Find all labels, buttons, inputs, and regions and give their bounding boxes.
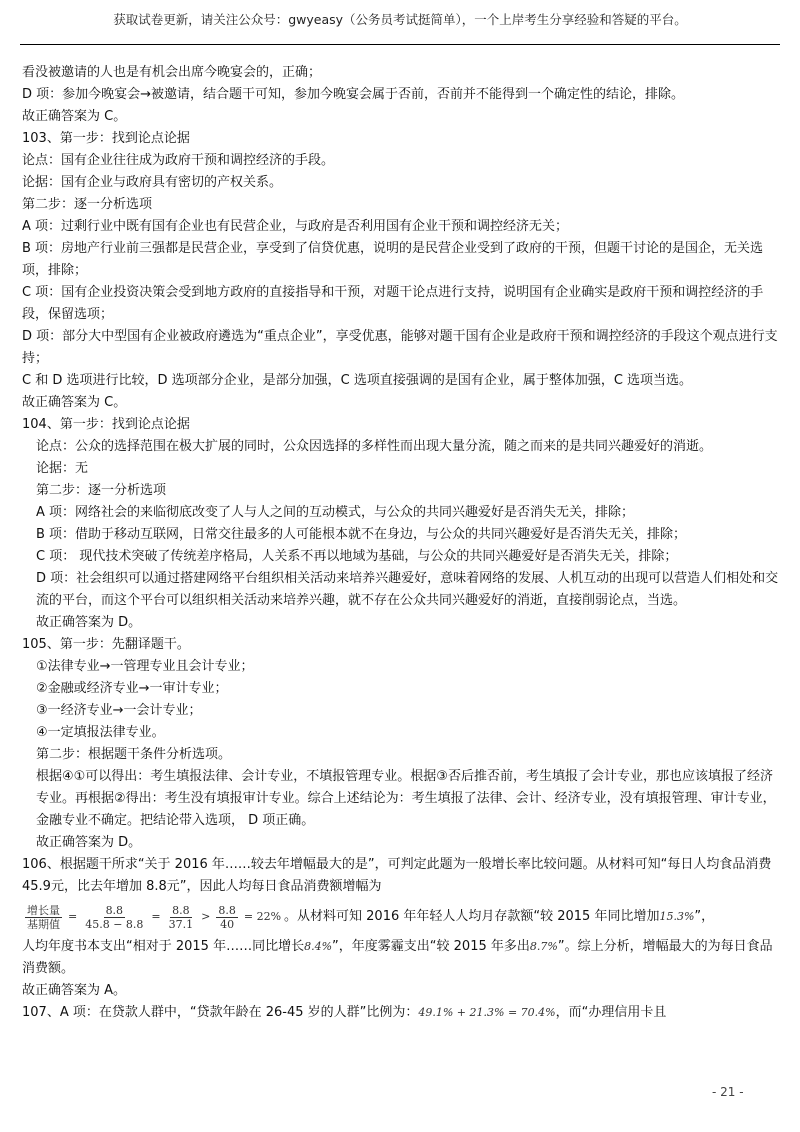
text-fragment: ”， [694, 909, 715, 924]
growth-rate-formula: $\frac{\text{增长量}}{\text{基期值}}$ = $\frac{8.8}{45.8 - 8.8}$ = $\frac{8.8}{37.1}$ > $\frac{8.8}{40}$ = 22% 。从材料可知 2016 年年轻人人均月存款额“较 2015 年同比增加 15.3% ”， [27, 903, 715, 931]
condition-3: ③一经济专业→一会计专业； [36, 703, 202, 718]
text-line: 论据：无 [36, 461, 89, 476]
fraction-ratio: $\frac{\text{增长量}}{\text{基期值}}$ [27, 903, 60, 931]
fraction-step-2: $\frac{8.8}{37.1}$ [168, 903, 194, 931]
question-heading-103: 103、第一步：找到论点论据 [22, 131, 190, 146]
condition-1: ①法律专业→一管理专业且会计专业； [36, 659, 254, 674]
text-fragment: 。从材料可知 2016 年年轻人人均月存款额“较 2015 年同比增加 [284, 909, 660, 924]
page-number: - 21 - [712, 1085, 744, 1099]
text-line: 第二步：逐一分析选项 [36, 483, 167, 498]
option-c: C 项：国有企业投资决策会受到地方政府的直接指导和干预，对题干论点进行支持，说明国有企业确实是政府干预和调控经济的手段，保留选项； [22, 285, 764, 322]
question-heading-107: 107、A 项：在贷款人群中，“贷款年龄在 26-45 岁的人群”比例为：49.1% + 21.3% = 70.4%，而“办理信用卡且 [22, 1005, 667, 1020]
text-line: D 项：参加今晚宴会→被邀请，结合题干可知，参加今晚宴会属于否前，否前并不能得到一个确定性的结论，排除。 [22, 87, 685, 102]
text-line: 第二步：逐一分析选项 [22, 197, 153, 212]
condition-2: ②金融或经济专业→一审计专业； [36, 681, 228, 696]
answer-line: 故正确答案为 C。 [22, 395, 127, 410]
answer-line: 故正确答案为 D。 [36, 615, 142, 630]
option-d: D 项：部分大中型国有企业被政府遴选为“重点企业”，享受优惠，能够对题干国有企业是政府干预和调控经济的手段这个观点进行支持； [22, 329, 778, 366]
option-d: D 项：社会组织可以通过搭建网络平台组织相关活动来培养兴趣爱好，意味着网络的发展、人机互动的出现可以营造人们相处和交流的平台，而这个平台可以组织相关活动来培养兴趣，就不存在公众共同兴趣爱好的消逝，直接削弱论点，当选。 [36, 571, 779, 608]
text-line: 论点：国有企业往往成为政府干预和调控经济的手段。 [22, 153, 335, 168]
answer-line: 故正确答案为 A。 [22, 983, 127, 998]
question-heading-106: 106、根据题干所求“关于 2016 年……较去年增幅最大的是”，可判定此题为一般增长率比较问题。从材料可知“每日人均食品消费 45.9元，比去年增加 8.8元”，因此人均每日食品消费额增幅为 [22, 857, 772, 894]
text-line: 论据：国有企业与政府具有密切的产权关系。 [22, 175, 283, 190]
option-a: A 项：网络社会的来临彻底改变了人与人之间的互动模式，与公众的共同兴趣爱好是否消失无关，排除； [36, 505, 635, 520]
text-line: 第二步：根据题干条件分析选项。 [36, 747, 232, 762]
percent-value: 8.4% [304, 940, 333, 953]
option-b: B 项：借助于移动互联网，日常交往最多的人可能根本就不在身边，与公众的共同兴趣爱好是否消失无关，排除； [36, 527, 687, 542]
option-b: B 项：房地产行业前三强都是民营企业，享受到了信贷优惠，说明的是民营企业受到了政府的干预，但题干讨论的是国企，无关选项，排除； [22, 241, 764, 278]
option-a: A 项：过剩行业中既有国有企业也有民营企业，与政府是否利用国有企业干预和调控经济无关； [22, 219, 569, 234]
text-line: 论点：公众的选择范围在极大扩展的同时，公众因选择的多样性而出现大量分流，随之而来的是共同兴趣爱好的消逝。 [36, 439, 713, 454]
question-heading-104: 104、第一步：找到论点论据 [22, 417, 190, 432]
answer-line: 故正确答案为 D。 [36, 835, 142, 850]
condition-4: ④一定填报法律专业。 [36, 725, 165, 740]
option-c: C 项： 现代技术突破了传统差序格局，人关系不再以地域为基础，与公众的共同兴趣爱好是否消失无关，排除； [36, 549, 678, 564]
answer-line: 故正确答案为 C。 [22, 109, 127, 124]
sum-formula: 49.1% + 21.3% = 70.4% [418, 1006, 556, 1019]
header-divider [20, 44, 780, 45]
text-line: 根据④①可以得出：考生填报法律、会计专业，不填报管理专业。根据③否后推否前，考生填报了会计专业，那也应该填报了经济专业。再根据②得出：考生没有填报审计专业。综合上述结论为：考生填报了法律、会计、经济专业，没有填报管理、审计专业，金融专业不确定。把结论带入选项， D 项正确。 [36, 769, 776, 828]
fraction-step-3: $\frac{8.8}{40}$ [218, 903, 236, 931]
percent-value: 15.3% [659, 910, 695, 923]
percent-value: 8.7% [529, 940, 558, 953]
document-body [22, 62, 780, 1024]
question-heading-105: 105、第一步：先翻译题干。 [22, 637, 190, 652]
text-line: 看没被邀请的人也是有机会出席今晚宴会的，正确； [22, 65, 322, 80]
page-header [0, 0, 800, 40]
header-notice: 获取试卷更新，请关注公众号：gwyeasy（公务员考试挺简单），一个上岸考生分享经验和答疑的平台。 [113, 12, 687, 27]
fraction-step-1: $\frac{8.8}{45.8 - 8.8}$ [85, 903, 144, 931]
text-line: 人均年度书本支出“相对于 2015 年……同比增长8.4%”，年度雾霾支出“较 2015 年多出8.7%”。综上分析，增幅最大的为每日食品消费额。 [22, 939, 773, 976]
text-line: C 和 D 选项进行比较，D 选项部分企业，是部分加强，C 选项直接强调的是国有企业，属于整体加强，C 选项当选。 [22, 373, 693, 388]
